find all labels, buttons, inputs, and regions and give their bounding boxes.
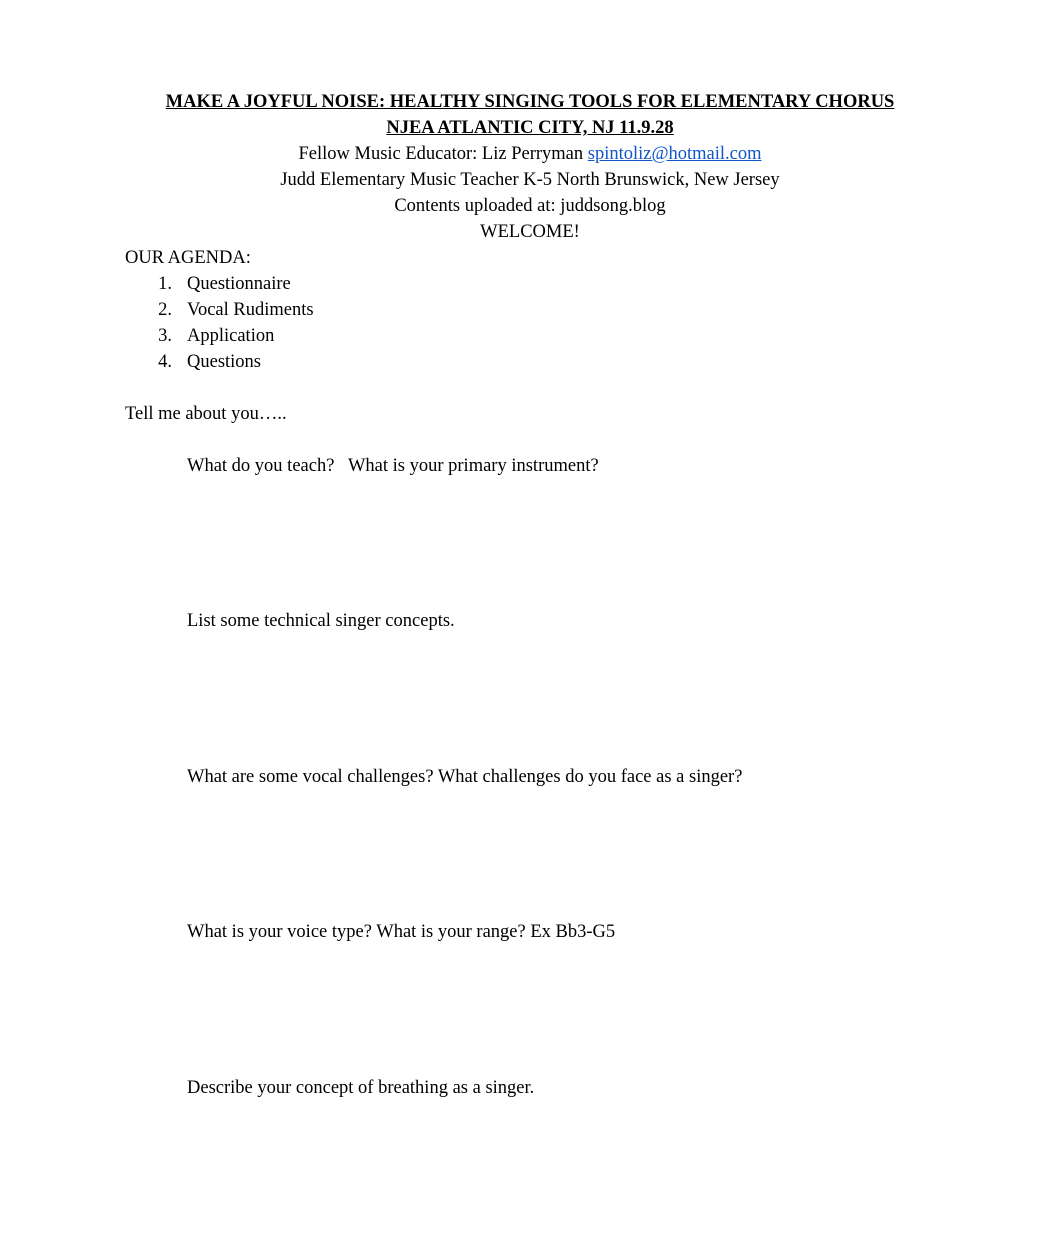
list-item-text: Questionnaire bbox=[187, 274, 291, 294]
question-voice-type: What is your voice type? What is your range? Ex Bb3-G5 bbox=[187, 922, 616, 942]
list-item-number: 4. bbox=[158, 352, 172, 372]
document-title: MAKE A JOYFUL NOISE: HEALTHY SINGING TOOLS FOR ELEMENTARY CHORUS bbox=[165, 92, 895, 112]
list-item-text: Application bbox=[187, 326, 275, 346]
presenter-email-link[interactable]: spintoliz@hotmail.com bbox=[587, 144, 762, 164]
list-item-text: Vocal Rudiments bbox=[187, 300, 314, 320]
presenter-line bbox=[0, 141, 1060, 167]
question-vocal-challenges: What are some vocal challenges? What challenges do you face as a singer? bbox=[187, 767, 743, 787]
contents-location: Contents uploaded at: juddsong.blog bbox=[394, 196, 666, 216]
agenda-heading: OUR AGENDA: bbox=[125, 248, 251, 268]
question-technical-concepts: List some technical singer concepts. bbox=[187, 611, 455, 631]
list-item-number: 2. bbox=[158, 300, 172, 320]
welcome-text: WELCOME! bbox=[480, 222, 580, 242]
event-subtitle: NJEA ATLANTIC CITY, NJ 11.9.28 bbox=[386, 118, 674, 138]
list-item-text: Questions bbox=[187, 352, 261, 372]
presenter-affiliation: Judd Elementary Music Teacher K-5 North Brunswick, New Jersey bbox=[280, 170, 780, 190]
list-item-number: 1. bbox=[158, 274, 172, 294]
question-teaching: What do you teach? What is your primary instrument? bbox=[187, 456, 599, 476]
presenter-name: Fellow Music Educator: Liz Perryman bbox=[298, 144, 584, 164]
list-item-number: 3. bbox=[158, 326, 172, 346]
questionnaire-intro: Tell me about you….. bbox=[125, 404, 287, 424]
question-breathing: Describe your concept of breathing as a singer. bbox=[187, 1078, 535, 1098]
